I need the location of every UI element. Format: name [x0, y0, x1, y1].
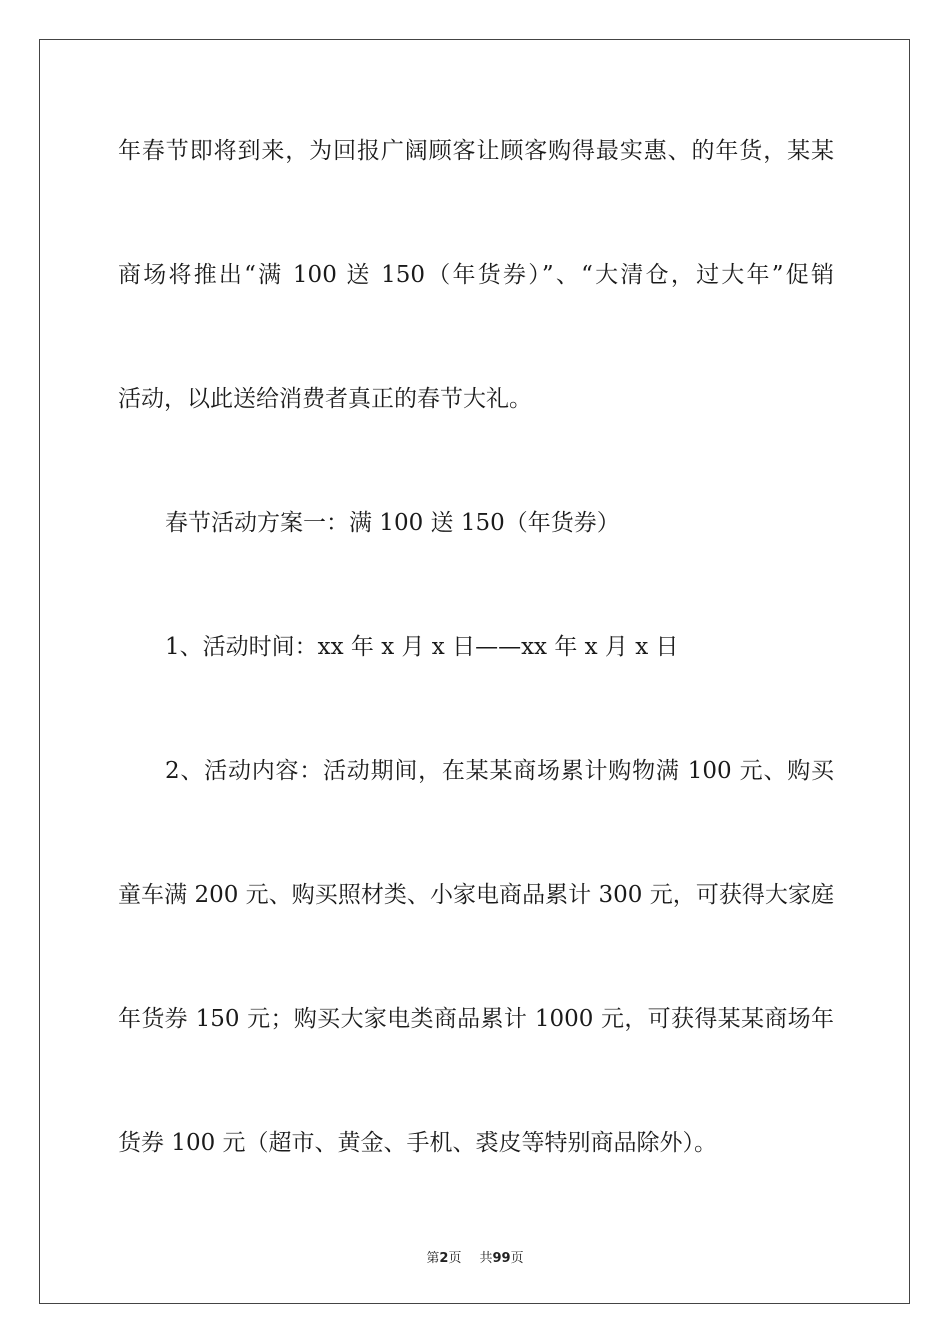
section-heading: 春节活动方案一：满 100 送 150（年货券）: [165, 510, 620, 536]
paragraph-line-1: 年春节即将到来，为回报广阔顾客让顾客购得最实惠、的年货，某某: [118, 138, 834, 164]
paragraph-line-2: 商场将推出“满 100 送 150（年货券）”、“大清仓，过大年”促销: [118, 262, 834, 288]
total-pages: 99: [492, 1251, 511, 1266]
page-border: [39, 39, 910, 1304]
activity-content-line-2: 童车满 200 元、购买照材类、小家电商品累计 300 元，可获得大家庭: [118, 882, 834, 908]
page-footer: [0, 1247, 950, 1266]
total-suffix: 页: [510, 1251, 524, 1266]
total-prefix: 共: [479, 1251, 493, 1266]
paragraph-line-3: 活动，以此送给消费者真正的春节大礼。: [118, 386, 532, 412]
page-number: 2: [439, 1251, 449, 1266]
activity-content-line-1: 2、活动内容：活动期间，在某某商场累计购物满 100 元、购买: [165, 758, 834, 784]
page-suffix: 页: [448, 1251, 462, 1266]
page-prefix: 第: [426, 1251, 440, 1266]
activity-content-line-3: 年货券 150 元；购买大家电类商品累计 1000 元，可获得某某商场年: [118, 1006, 834, 1032]
activity-time-line: 1、活动时间：xx 年 x 月 x 日——xx 年 x 月 x 日: [165, 634, 679, 660]
activity-content-line-4: 货券 100 元（超市、黄金、手机、裘皮等特别商品除外）。: [118, 1130, 718, 1156]
